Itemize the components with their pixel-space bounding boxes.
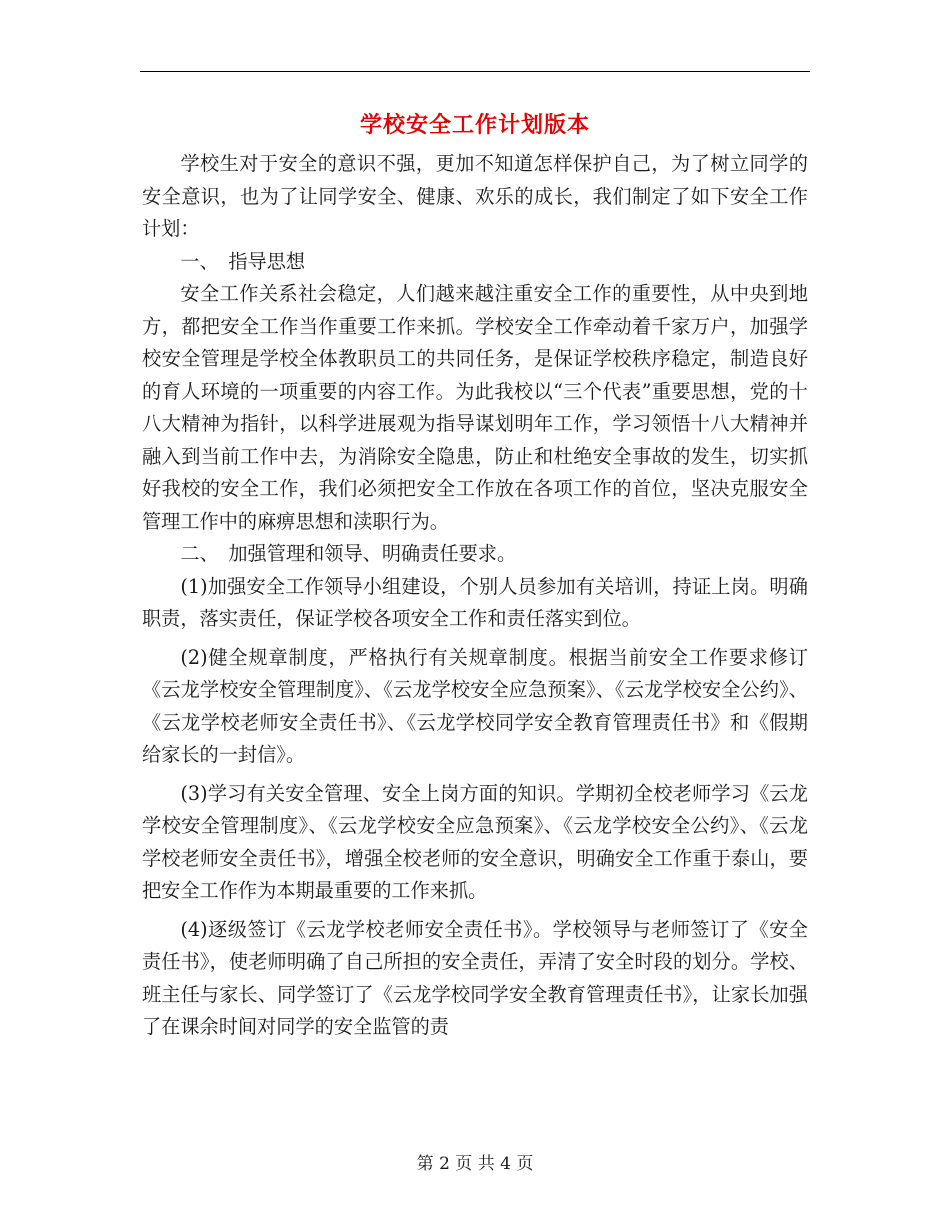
list-item: (2)健全规章制度，严格执行有关规章制度。根据当前安全工作要求修订《云龙学校安全管理制度》、《云龙学校安全应急预案》、《云龙学校安全公约》、《云龙学校老师安全责任书》、《云龙学校同学安全教育管理责任书》和《假期给家长的一封信》。 [142, 645, 808, 766]
list-item: (4)逐级签订《云龙学校老师安全责任书》。学校领导与老师签订了《安全责任书》，使老师明确了自己所担的安全责任，弄清了安全时段的划分。学校、班主任与家长、同学签订了《云龙学校同学安全教育管理责任书》，让家长加强了在课余时间对同学的安全监管的责 [142, 917, 808, 1038]
section-heading-management: 二、 加强管理和领导、明确责任要求。 [180, 542, 517, 565]
section-heading-guiding-ideology: 一、 指导思想 [180, 249, 306, 273]
intro-paragraph: 学校生对于安全的意识不强，更加不知道怎样保护自己，为了树立同学的安全意识，也为了让同学安全、健康、欢乐的成长，我们制定了如下安全工作计划： [142, 152, 808, 240]
document-title: 学校安全工作计划版本 [359, 112, 590, 138]
list-item: (1)加强安全工作领导小组建设，个别人员参加有关培训，持证上岗。明确职责，落实责任，保证学校各项安全工作和责任落实到位。 [142, 574, 808, 630]
list-item: (3)学习有关安全管理、安全上岗方面的知识。学期初全校老师学习《云龙学校安全管理制度》、《云龙学校安全应急预案》、《云龙学校安全公约》、《云龙学校老师安全责任书》，增强全校老师的安全意识，明确安全工作重于泰山，要把安全工作作为本期最重要的工作来抓。 [142, 781, 808, 902]
page-number-footer: 第 2 页 共 4 页 [416, 1154, 534, 1174]
document-body [142, 148, 808, 1044]
guiding-ideology-paragraph: 安全工作关系社会稳定，人们越来越注重安全工作的重要性，从中央到地方，都把安全工作当作重要工作来抓。学校安全工作牵动着千家万户，加强学校安全管理是学校全体教职员工的共同任务，是保证学校秩序稳定，制造良好的育人环境的一项重要的内容工作。为此我校以“三个代表”重要思想，党的十八大精神为指针，以科学进展观为指导谋划明年工作，学习领悟十八大精神并融入到当前工作中去，为消除安全隐患，防止和杜绝安全事故的发生，切实抓好我校的安全工作，我们必须把安全工作放在各项工作的首位，坚决克服安全管理工作中的麻痹思想和渎职行为。 [142, 282, 808, 533]
header-rule [140, 71, 810, 72]
